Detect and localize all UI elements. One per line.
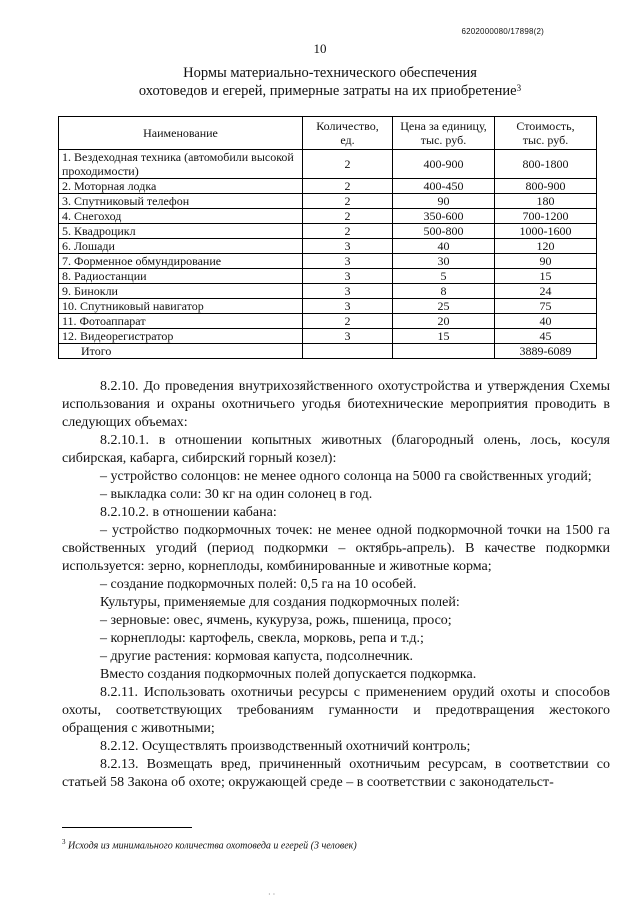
table-row	[59, 150, 597, 179]
cell-quantity: 3	[303, 329, 393, 344]
table-row	[59, 209, 597, 224]
table-row	[59, 179, 597, 194]
equipment-table	[58, 116, 597, 359]
header-unit-price: Цена за единицу, тыс. руб.	[393, 117, 495, 150]
cell-name: 6. Лошади	[59, 239, 303, 254]
cell-cost: 24	[495, 284, 597, 299]
table-row	[59, 329, 597, 344]
cell-unit-price: 400-900	[393, 150, 495, 179]
cell-name: 8. Радиостанции	[59, 269, 303, 284]
table-row	[59, 284, 597, 299]
cell-name: 12. Видеорегистратор	[59, 329, 303, 344]
cell-quantity: 3	[303, 239, 393, 254]
paragraph: – создание подкормочных полей: 0,5 га на 10 особей.	[100, 577, 417, 592]
cell-name: 11. Фотоаппарат	[59, 314, 303, 329]
cell-unit-price: 90	[393, 194, 495, 209]
scan-mark: · ·	[268, 890, 276, 899]
cell-cost: 800-1800	[495, 150, 597, 179]
cell-unit-price: 30	[393, 254, 495, 269]
paragraph: 8.2.10.1. в отношении копытных животных (благородный олень, лось, косуля сибирская, кабарга, сибирский горный козел):	[62, 433, 610, 466]
table-total-row	[59, 344, 597, 359]
cell-unit-price: 25	[393, 299, 495, 314]
cell-name: 1. Вездеходная техника (автомобили высокой проходимости)	[59, 150, 303, 179]
total-label: Итого	[59, 344, 303, 359]
paragraph: – корнеплоды: картофель, свекла, морковь, репа и т.д.;	[100, 631, 424, 646]
cell-quantity: 3	[303, 269, 393, 284]
footnote-mark: 3	[62, 838, 66, 846]
cell-cost: 15	[495, 269, 597, 284]
paragraph: – другие растения: кормовая капуста, подсолнечник.	[100, 649, 414, 664]
header-cost: Стоимость, тыс. руб.	[495, 117, 597, 150]
table-row	[59, 239, 597, 254]
cell-cost: 40	[495, 314, 597, 329]
cell-unit-price: 40	[393, 239, 495, 254]
header-quantity: Количество, ед.	[303, 117, 393, 150]
page-title	[60, 64, 600, 100]
paragraph: – выкладка соли: 30 кг на один солонец в год.	[100, 487, 373, 502]
cell-unit-price: 15	[393, 329, 495, 344]
table-row	[59, 314, 597, 329]
cell-quantity: 3	[303, 254, 393, 269]
cell-unit-price: 20	[393, 314, 495, 329]
table-row	[59, 299, 597, 314]
cell-unit-price: 5	[393, 269, 495, 284]
cell-unit-price: 350-600	[393, 209, 495, 224]
cell-cost: 90	[495, 254, 597, 269]
cell-quantity: 2	[303, 224, 393, 239]
paragraph: 8.2.10.2. в отношении кабана:	[100, 505, 277, 520]
document-number: 6202000080/17898(2)	[461, 27, 544, 36]
paragraph: 8.2.12. Осуществлять производственный охотничий контроль;	[100, 739, 471, 754]
paragraph: 8.2.11. Использовать охотничьи ресурсы с применением орудий охоты и способов охоты, соответствующих требованиям гуманности и предотвращения жестокого обращения с животными;	[62, 685, 610, 736]
title-line-2	[60, 82, 600, 100]
paragraph: 8.2.10. До проведения внутрихозяйственного охотустройства и утверждения Схемы использования и охраны охотничьего угодья биотехнические мероприятия проводить в следующих объемах:	[62, 379, 610, 430]
footnote-text: Исходя из минимального количества охотоведа и егерей (3 человек)	[68, 840, 357, 852]
cell-quantity: 3	[303, 284, 393, 299]
table-row	[59, 224, 597, 239]
cell-name: 10. Спутниковый навигатор	[59, 299, 303, 314]
cell-cost: 800-900	[495, 179, 597, 194]
footnote	[62, 838, 357, 851]
total-cost: 3889-6089	[495, 344, 597, 359]
cell-name: 2. Моторная лодка	[59, 179, 303, 194]
cell-quantity: 2	[303, 150, 393, 179]
cell-quantity: 2	[303, 314, 393, 329]
paragraph: – устройство подкормочных точек: не менее одной подкормочной точки на 1500 га свойственных угодий (период подкормки – октябрь-апрель). В качестве подкормки используется: зерно, корнеплоды, комбинированные и животные корма;	[62, 523, 610, 574]
cell-cost: 120	[495, 239, 597, 254]
paragraph: – зерновые: овес, ячмень, кукуруза, рожь, пшеница, просо;	[100, 613, 452, 628]
cell-cost: 45	[495, 329, 597, 344]
cell-name: 4. Снегоход	[59, 209, 303, 224]
table-row	[59, 254, 597, 269]
footnote-divider	[62, 827, 192, 828]
paragraph: Вместо создания подкормочных полей допускается подкормка.	[100, 667, 477, 682]
title-line-1: Нормы материально-технического обеспечения	[183, 65, 477, 81]
cell-name: 9. Бинокли	[59, 284, 303, 299]
total-empty-cell	[393, 344, 495, 359]
cell-unit-price: 400-450	[393, 179, 495, 194]
paragraph: Культуры, применяемые для создания подкормочных полей:	[100, 595, 460, 610]
cell-quantity: 3	[303, 299, 393, 314]
paragraph: 8.2.13. Возмещать вред, причиненный охотничьим ресурсам, в соответствии со статьей 58 Закона об охоте; окружающей среде – в соответствии с законодательст-	[62, 757, 610, 790]
table-header-row	[59, 117, 597, 150]
cell-name: 5. Квадроцикл	[59, 224, 303, 239]
cell-unit-price: 8	[393, 284, 495, 299]
cell-quantity: 2	[303, 209, 393, 224]
title-footnote-ref: 3	[516, 83, 522, 93]
table-row	[59, 194, 597, 209]
cell-quantity: 2	[303, 179, 393, 194]
cell-cost: 75	[495, 299, 597, 314]
header-name: Наименование	[59, 117, 303, 150]
cell-cost: 1000-1600	[495, 224, 597, 239]
title-line-2-text: охотоведов и егерей, примерные затраты на их приобретение	[138, 83, 517, 99]
paragraph: – устройство солонцов: не менее одного солонца на 5000 га свойственных угодий;	[100, 469, 592, 484]
body-text	[62, 378, 610, 792]
total-empty-cell	[303, 344, 393, 359]
cell-cost: 700-1200	[495, 209, 597, 224]
cell-unit-price: 500-800	[393, 224, 495, 239]
cell-name: 3. Спутниковый телефон	[59, 194, 303, 209]
page-number: 10	[313, 41, 327, 56]
cell-name: 7. Форменное обмундирование	[59, 254, 303, 269]
cell-quantity: 2	[303, 194, 393, 209]
table-row	[59, 269, 597, 284]
cell-cost: 180	[495, 194, 597, 209]
